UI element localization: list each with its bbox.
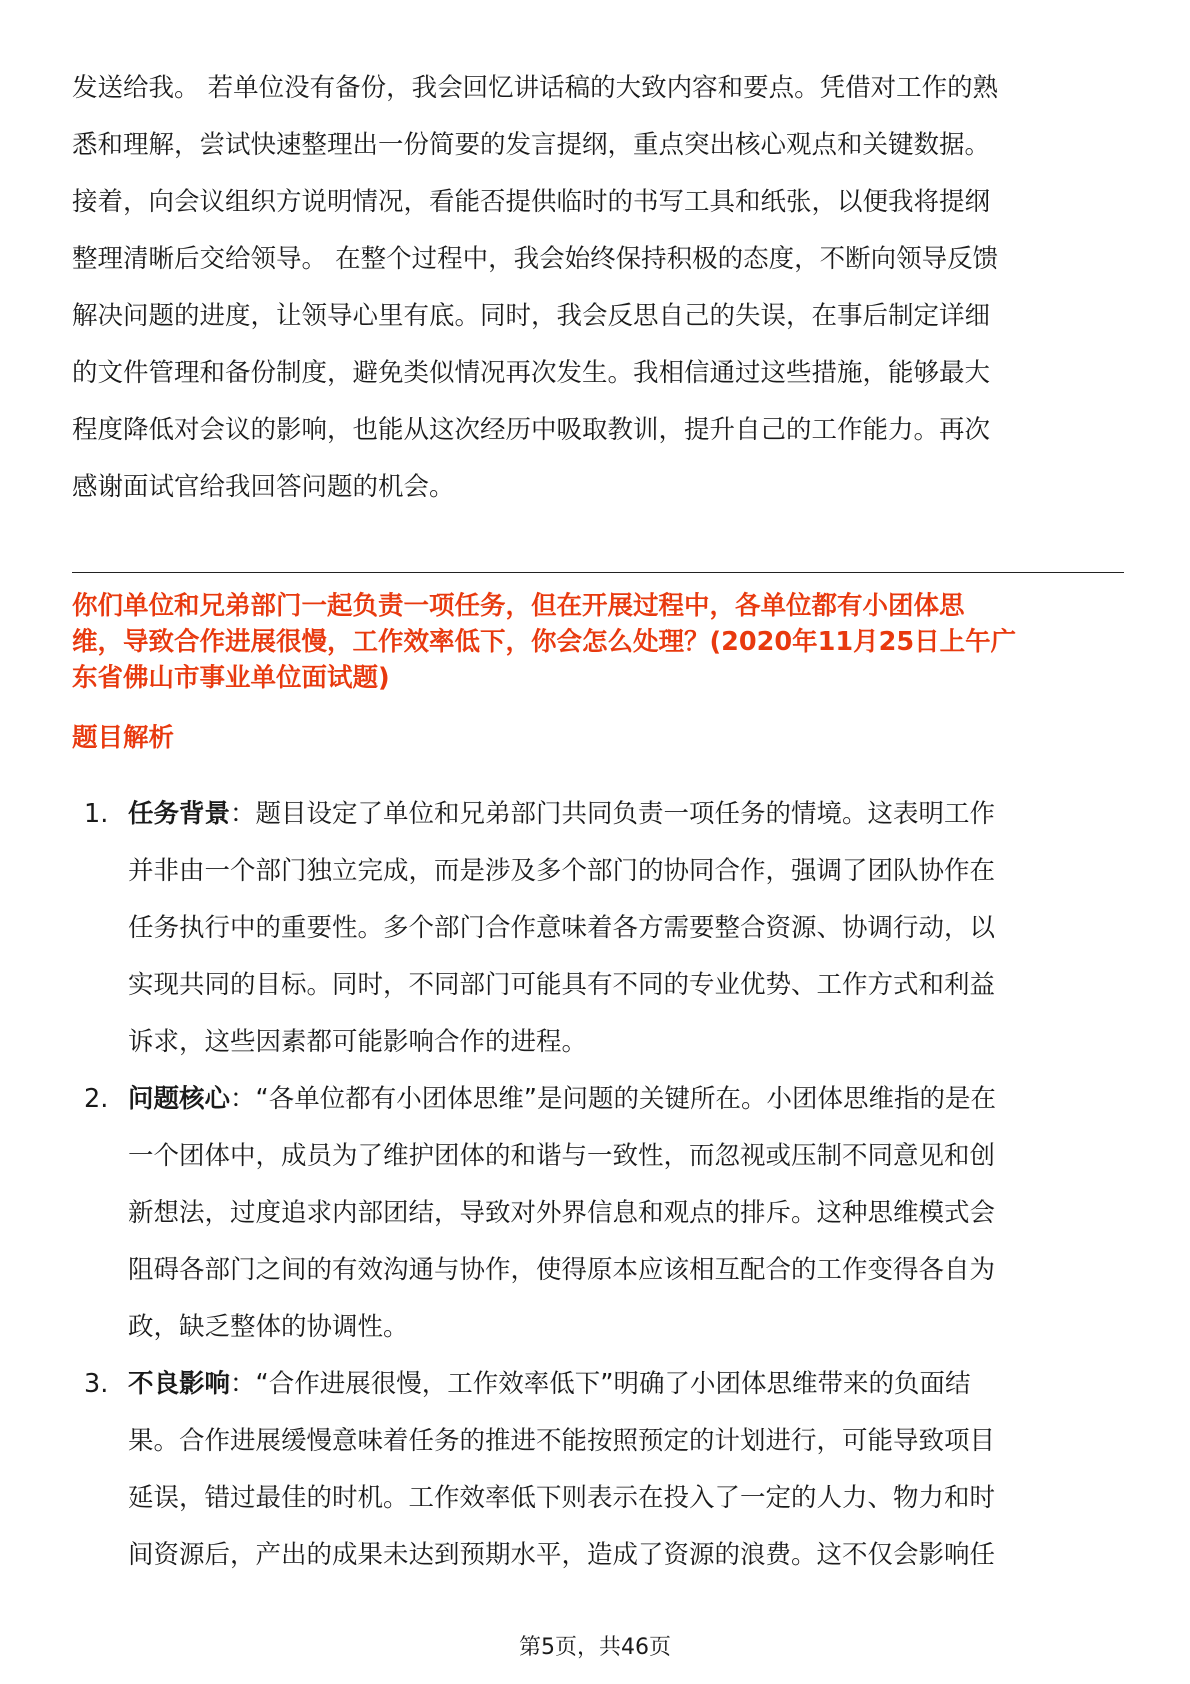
question-line: 你们单位和兄弟部门一起负责一项任务，但在开展过程中，各单位都有小团体思 (72, 591, 965, 621)
paragraph-line: 感谢面试官给我回答问题的机会。 (72, 472, 455, 502)
list-item (84, 1071, 1124, 1356)
section-divider (72, 572, 1124, 573)
analysis-list (84, 786, 1124, 1584)
list-item-term: 不良影响 (128, 1369, 231, 1399)
paragraph-line: ：“各单位都有小团体思维”是问题的关键所在。小团体思维指的是在 (230, 1084, 996, 1114)
list-item (84, 786, 1124, 1071)
paragraph-line: 延误，错过最佳的时机。工作效率低下则表示在投入了一定的人力、物力和时 (128, 1483, 996, 1513)
question-line: 维，导致合作进展很慢，工作效率低下，你会怎么处理？(2020年11月25日上午广 (72, 627, 1017, 657)
paragraph-line: 一个团体中，成员为了维护团体的和谐与一致性，而忽视或压制不同意见和创 (128, 1141, 996, 1171)
list-item-term: 任务背景 (128, 799, 231, 829)
paragraph-line: 果。合作进展缓慢意味着任务的推进不能按照预定的计划进行，可能导致项目 (128, 1426, 996, 1456)
intro-paragraph (72, 60, 1122, 516)
paragraph-line: 间资源后，产出的成果未达到预期水平，造成了资源的浪费。这不仅会影响任 (128, 1540, 996, 1570)
paragraph-line: ：题目设定了单位和兄弟部门共同负责一项任务的情境。这表明工作 (230, 799, 996, 829)
paragraph-line: 程度降低对会议的影响，也能从这次经历中吸取教训，提升自己的工作能力。再次 (72, 415, 991, 445)
paragraph-line: 政，缺乏整体的协调性。 (128, 1312, 409, 1342)
paragraph-line: 解决问题的进度，让领导心里有底。同时，我会反思自己的失误，在事后制定详细 (72, 301, 991, 331)
list-item-number: 2. (84, 1084, 109, 1114)
paragraph-line: 接着，向会议组织方说明情况，看能否提供临时的书写工具和纸张，以便我将提纲 (72, 187, 991, 217)
paragraph-line: 阻碍各部门之间的有效沟通与协作，使得原本应该相互配合的工作变得各自为 (128, 1255, 996, 1285)
paragraph-line: 发送给我。 若单位没有备份，我会回忆讲话稿的大致内容和要点。凭借对工作的熟 (72, 73, 999, 103)
paragraph-line: 并非由一个部门独立完成，而是涉及多个部门的协同合作，强调了团队协作在 (128, 856, 996, 886)
list-item-number: 1. (84, 799, 109, 829)
list-item-term: 问题核心 (128, 1084, 231, 1114)
question-line: 东省佛山市事业单位面试题) (72, 663, 390, 693)
paragraph-line: 实现共同的目标。同时，不同部门可能具有不同的专业优势、工作方式和利益 (128, 970, 996, 1000)
question-heading (72, 588, 1122, 696)
paragraph-line: 的文件管理和备份制度，避免类似情况再次发生。我相信通过这些措施，能够最大 (72, 358, 991, 388)
paragraph-line: ：“合作进展很慢，工作效率低下”明确了小团体思维带来的负面结 (230, 1369, 971, 1399)
analysis-section-title: 题目解析 (72, 723, 175, 753)
paragraph-line: 悉和理解，尝试快速整理出一份简要的发言提纲，重点突出核心观点和关键数据。 (72, 130, 991, 160)
list-item-number: 3. (84, 1369, 109, 1399)
paragraph-line: 任务执行中的重要性。多个部门合作意味着各方需要整合资源、协调行动，以 (128, 913, 996, 943)
page-number-footer: 第5页，共46页 (519, 1635, 671, 1660)
paragraph-line: 新想法，过度追求内部团结，导致对外界信息和观点的排斥。这种思维模式会 (128, 1198, 996, 1228)
paragraph-line: 整理清晰后交给领导。 在整个过程中，我会始终保持积极的态度，不断向领导反馈 (72, 244, 999, 274)
paragraph-line: 诉求，这些因素都可能影响合作的进程。 (128, 1027, 588, 1057)
list-item (84, 1356, 1124, 1584)
